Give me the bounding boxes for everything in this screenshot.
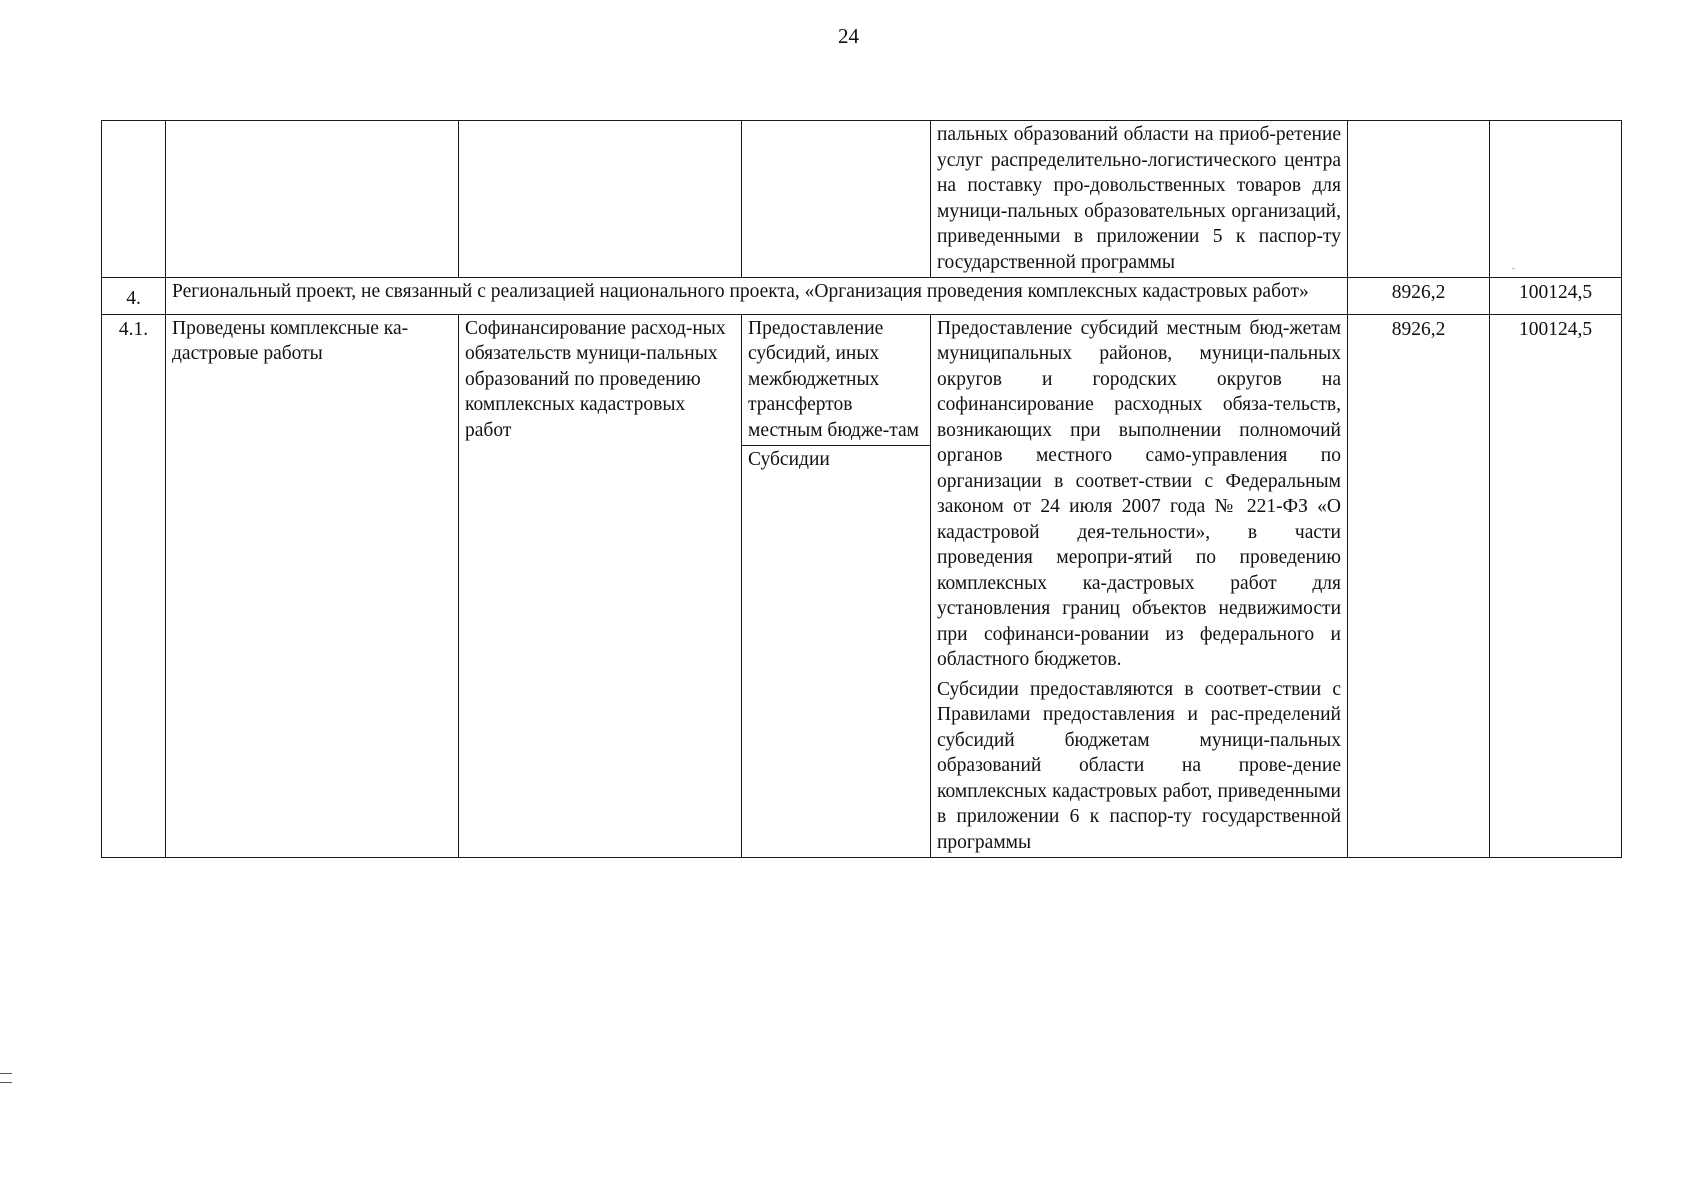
description-paragraph-2: Субсидии предоставляются в соответ-ствии с Правилами предоставления и рас-пределений субсидий бюджетам муници-пальных образований области на прове-дение комплексных кадастровых работ, приведенными в приложении 6 к паспор-ту государственной программы (937, 678, 1341, 853)
table-row-project (102, 278, 1622, 315)
cell-result-value-1: 8926,2 (1348, 314, 1490, 858)
table-row-result (102, 314, 1622, 858)
margin-mark-top (0, 1073, 12, 1074)
cell-result-empty (166, 121, 459, 278)
cell-project-title: Региональный проект, не связанный с реализацией национального проекта, «Организация проведения комплексных кадастровых работ» (166, 278, 1348, 315)
margin-mark-bottom (0, 1082, 12, 1083)
cell-result-text: Проведены комплексные ка-дастровые работы (166, 314, 459, 858)
form-primary: Предоставление субсидий, иных межбюджетных трансфертов местным бюдже-там (742, 315, 930, 447)
cell-result-value-2: 100124,5 (1490, 314, 1622, 858)
cell-project-number: 4. (102, 278, 166, 315)
cell-value-2-empty (1490, 121, 1622, 278)
cell-project-value-1: 8926,2 (1348, 278, 1490, 315)
cell-form (742, 314, 931, 858)
form-secondary: Субсидии (748, 449, 830, 470)
description-paragraph-1: Предоставление субсидий местным бюд-жетам муниципальных районов, муници-пальных округов и городских округов на софинансирование расходных обяза-тельств, возникающих при выполнении полномочий органов местного само-управления по организации в соответ-ствии с Федеральным законом от 24 июля 2007 года № 221-ФЗ «О кадастровой дея-тельности», в части проведения меропри-ятий по проведению комплексных ка-дастровых работ для установления границ объектов недвижимости при софинанси-ровании из федерального и областного бюджетов. (937, 317, 1341, 670)
cell-value-1-empty (1348, 121, 1490, 278)
cell-form-empty (742, 121, 931, 278)
scan-speck (1512, 268, 1515, 269)
cell-description-continuation: пальных образований области на приоб-ретение услуг распределительно-логистического центра на поставку про-довольственных товаров для муници-пальных образовательных организаций, приведенными в приложении 5 к паспор-ту государственной программы (931, 121, 1348, 278)
cell-description (931, 314, 1348, 858)
cell-measure-empty (459, 121, 742, 278)
page-number: 24 (838, 24, 859, 48)
form-split (742, 315, 930, 475)
table-row-continuation (102, 121, 1622, 278)
measures-table (101, 120, 1622, 858)
cell-project-value-2: 100124,5 (1490, 278, 1622, 315)
cell-result-number: 4.1. (102, 314, 166, 858)
cell-measure-text: Софинансирование расход-ных обязательств муници-пальных образований по проведению комплексных кадастровых работ (459, 314, 742, 858)
cell-number-empty (102, 121, 166, 278)
